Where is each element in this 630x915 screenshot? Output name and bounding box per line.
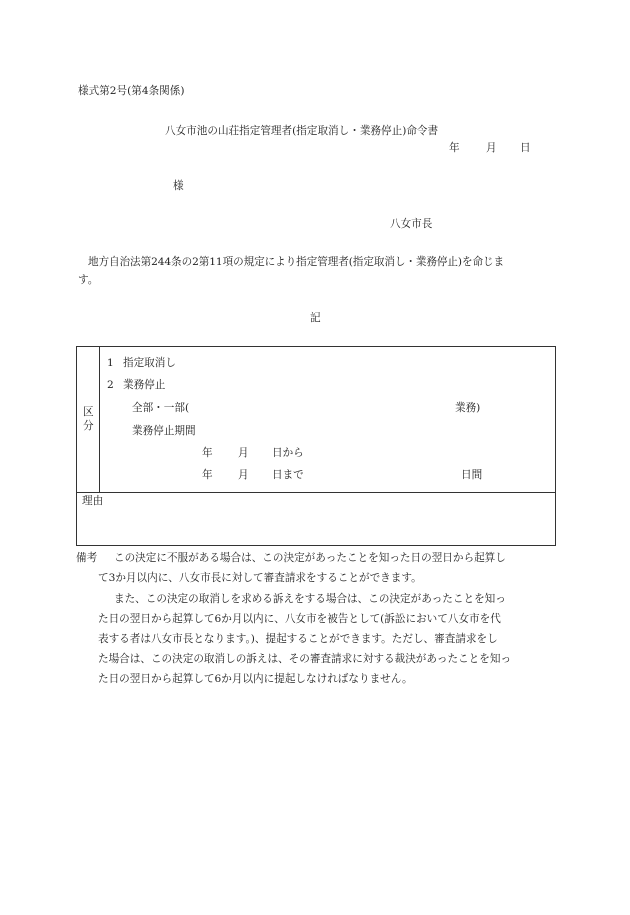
- note-line-6: た場合は、この決定の取消しの訴えは、その審査請求に対する裁決があったことを知っ: [98, 653, 512, 665]
- form-number: 様式第2号(第4条関係): [78, 85, 185, 97]
- date-year: 年: [449, 142, 460, 154]
- reason-label: 理由: [82, 495, 104, 507]
- issuer-name: 八女市長: [390, 218, 433, 230]
- to-month: 月: [238, 469, 249, 481]
- from-day: 日から: [272, 447, 304, 459]
- ki-heading: 記: [310, 312, 321, 324]
- body-line-1: 地方自治法第244条の2第11項の規定により指定管理者(指定取消し・業務停止)を命じま: [88, 256, 505, 268]
- from-year: 年: [202, 447, 213, 459]
- scope-end: 業務): [455, 402, 481, 414]
- item-2-number: 2: [107, 379, 114, 391]
- reason-divider: [77, 492, 555, 493]
- to-day: 日まで: [272, 469, 304, 481]
- note-line-7: た日の翌日から起算して6か月以内に提起しなければなりません。: [98, 673, 413, 685]
- kubun-char-1: 区: [83, 406, 94, 418]
- note-line-4: た日の翌日から起算して6か月以内に、八女市を被告として(訴訟において八女市を代: [98, 613, 501, 625]
- to-year: 年: [202, 469, 213, 481]
- note-line-2: て3か月以内に、八女市長に対して審査請求をすることができます。: [98, 572, 422, 584]
- kubun-char-2: 分: [83, 420, 94, 432]
- item-1-label: 指定取消し: [123, 357, 176, 369]
- days-label: 日間: [461, 469, 483, 481]
- body-line-2: す。: [78, 274, 99, 286]
- date-day: 日: [520, 142, 531, 154]
- period-label: 業務停止期間: [132, 425, 196, 437]
- from-month: 月: [238, 447, 249, 459]
- order-table: [76, 346, 556, 546]
- note-line-5: 表する者は八女市長となります。)、提起することができます。ただし、審査請求をし: [98, 633, 498, 645]
- notes-label: 備考: [76, 552, 98, 564]
- item-1-number: 1: [107, 357, 114, 369]
- note-line-1: この決定に不服がある場合は、この決定があったことを知った日の翌日から起算し: [114, 552, 506, 564]
- kubun-column: [77, 347, 100, 492]
- scope-label: 全部・一部(: [132, 402, 190, 414]
- item-2-label: 業務停止: [123, 379, 166, 391]
- note-line-3: また、この決定の取消しを求める訴えをする場合は、この決定があったことを知っ: [114, 593, 506, 605]
- document-title: 八女市池の山荘指定管理者(指定取消し・業務停止)命令書: [165, 125, 439, 137]
- date-month: 月: [486, 142, 497, 154]
- addressee-honorific: 様: [173, 180, 184, 192]
